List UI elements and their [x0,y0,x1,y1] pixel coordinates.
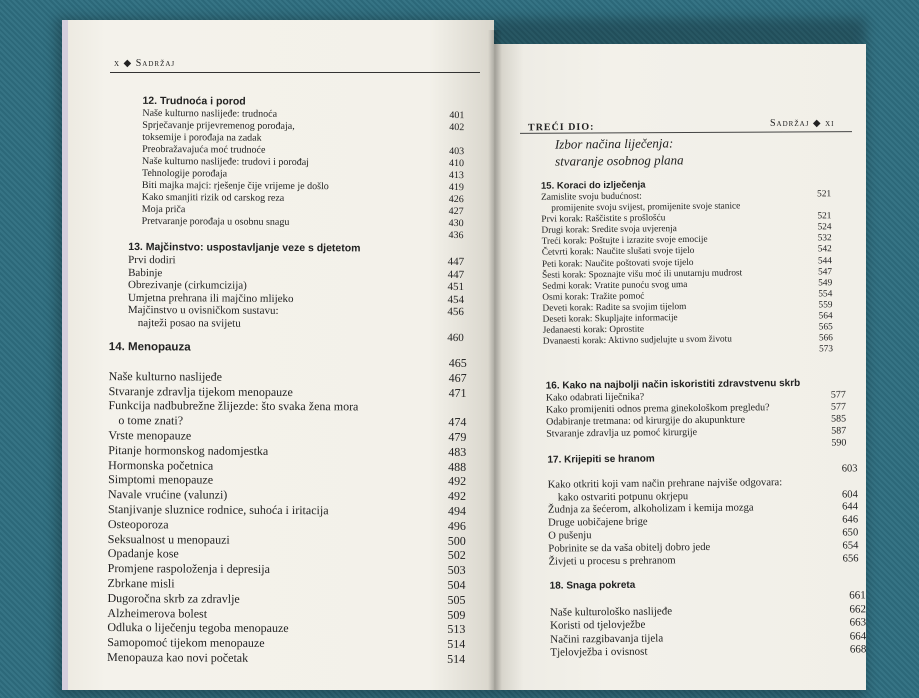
toc-entry-title: Majčinstvo u ovisničkom sustavu: [128,304,279,318]
toc-entry-title: Stvaranje zdravlja tijekom menopauze [109,384,293,400]
toc-entry-title: Vrste menopauze [108,428,191,443]
toc-entry-page-number: 447 [444,268,464,281]
toc-entry-page-number: 554 [812,289,832,300]
toc-entry-title: O pušenju [548,530,591,543]
toc-entry-page-number: 604 [838,489,858,502]
toc-entry-title: Odluka o liječenju tegoba menopauze [107,620,288,636]
toc-entry-page-number: 403 [444,146,464,158]
toc-entry-title: Osmi korak: Tražite pomoć [542,291,644,303]
toc-entry-title: Treći korak: Poštujte i izrazite svoje emocije [542,235,708,248]
toc-entry-title: Pobrinite se da vaša obitelj dobro jede [548,542,710,556]
section-title: 12. Trudnoća i porod [142,95,464,110]
toc-entry-page-number: 565 [813,322,833,333]
toc-entry-title: Kako promijeniti odnos prema ginekološkom pregledu? [546,402,770,416]
toc-entry-page-number: 494 [446,504,466,519]
part-subtitle-line-1: Izbor načina liječenja: [555,134,684,152]
section-title: 16. Kako na najbolji način iskoristiti zdravstvenu skrb [546,376,846,392]
toc-entry-title: Koristi od tjelovježbe [550,619,645,634]
toc-section-12 [141,95,464,242]
left-header-rule [110,72,480,73]
toc-entry-title: Hormonska početnica [108,458,213,473]
toc-entry-title: Jedanaesti korak: Oprostite [543,325,644,337]
toc-section-17 [547,450,858,569]
toc-entry-page-number: 549 [812,278,832,289]
toc-entry-title: Obrezivanje (cirkumcizija) [128,279,247,292]
section-title: 13. Majčinstvo: uspostavljanje veze s djetetom [128,241,464,256]
toc-entry-title: toksemije i porođaja na zadak [142,132,261,145]
toc-entry-page-number: 426 [444,194,464,206]
toc-entry-page-number: 566 [813,333,833,344]
toc-entry-title: promijenite svoju svijest, promijenite svoje stanice [551,201,740,214]
toc-entry-page-number: 402 [444,122,464,134]
toc-entry-title: Zbrkane misli [108,576,175,591]
toc-entry-title: Seksualnost u menopauzi [108,532,230,547]
toc-entry-title: Naše kulturno naslijeđe [109,369,222,384]
toc-entry-title: Zamislite svoju budućnost: [541,192,642,204]
section-title: 14. Menopauza [109,341,467,356]
toc-entry-page-number: 664 [846,630,866,644]
toc-entry-title: Osteoporoza [108,517,169,532]
book-spine [488,30,502,690]
toc-entry-page-number: 447 [444,256,464,269]
toc-entry-page-number: 504 [446,578,466,593]
toc-entry-title: Naše kulturno naslijeđe: trudovi i porođaj [142,156,309,169]
toc-entry-title: Peti korak: Naučite poštovati svoje tijelo [542,257,694,270]
toc-entry-page-number: 661 [846,589,866,603]
toc-entry-title: Prvi korak: Raščistite s prošlošću [541,213,665,226]
toc-entry-page-number: 456 [444,306,464,319]
toc-entry-page-number: 503 [446,563,466,578]
toc-entry-title: Menopauza kao novi početak [107,650,248,666]
toc-entry-title: Biti majka majci: rješenje čije vrijeme je došlo [142,180,329,193]
toc-entry-title: Živjeti u procesu s prehranom [548,555,675,569]
toc-entry-page-number: 650 [838,527,858,540]
toc-entry-page-number: 559 [812,300,832,311]
toc-entry-page-number: 451 [444,281,464,294]
toc-entry-title: Samopomoć tijekom menopauze [107,635,264,651]
toc-entry-title: Naše kulturološko naslijeđe [550,605,672,620]
toc-entry-page-number: 577 [826,389,846,401]
toc-entry-page-number: 521 [811,189,831,200]
section-title: 15. Koraci do izlječenja [541,176,831,193]
toc-section-13 [128,241,465,344]
toc-entry-page-number: 500 [446,533,466,548]
toc-entry-title: Pretvaranje porođaja u osobnu snagu [142,216,290,229]
toc-entry-page-number: 509 [445,607,465,622]
toc-entry [107,650,465,667]
toc-entry-page-number: 587 [826,425,846,437]
toc-entry [142,192,464,206]
toc-entry-page-number: 668 [846,644,866,658]
section-title: 17. Krijepiti se hranom [547,450,857,466]
toc-entry-title: Babinje [128,267,162,280]
toc-entry-page-number: 488 [446,459,466,474]
toc-entry-title: Promjene raspoloženja i depresija [108,561,270,577]
toc-section-18 [550,576,867,660]
toc-entry-title: Dvanaesti korak: Aktivno sudjelujte u svom životu [543,335,732,348]
toc-entry-page-number: 644 [838,502,858,515]
toc-entry-page-number: 514 [445,652,465,667]
toc-entry-title: Simptomi menopauze [108,472,213,487]
toc-entry-title: Alzheimerova bolest [107,606,207,621]
toc-entry-page-number: 483 [446,445,466,460]
toc-entry-title: Žudnja za šećerom, alkoholizam i kemija mozga [548,503,754,518]
toc-entry-page-number: 521 [811,211,831,222]
toc-entry-page-number: 474 [446,415,466,430]
toc-entry-title: Tehnologije porođaja [142,168,227,181]
toc-entry-title: Navale vrućine (valunzi) [108,487,227,502]
toc-entry-page-number: 663 [846,617,866,631]
left-page-edge [62,20,68,690]
toc-entry-page-number: 514 [445,637,465,652]
toc-entry-title: Načini razgibavanja tijela [550,632,663,647]
toc-entry-title: Deveti korak: Radite sa svojim tijelom [542,302,686,315]
toc-entry-page-number: 502 [446,548,466,563]
part-subtitle [555,134,684,169]
right-running-header: Sadržaj ◆ xi [770,118,834,129]
part-subtitle-line-2: stvaranje osobnog plana [555,151,684,169]
toc-entry-page-number: 544 [812,256,832,267]
toc-entry-page-number: 505 [445,593,465,608]
toc-entry-title: Deseti korak: Skupljajte informacije [543,313,678,326]
toc-entry-title: Dugoročna skrb za zdravlje [107,591,239,606]
toc-entry-page-number: 603 [838,463,858,476]
toc-entry-title: Kako odabrati liječnika? [546,392,644,405]
toc-entry-title: o tome znati? [118,413,183,428]
toc-entry-page-number: 577 [826,401,846,413]
toc-entry-title: Prvi dodiri [128,254,175,267]
toc-entry-page-number: 413 [444,170,464,182]
toc-entry-title: Kako smanjiti rizik od carskog reza [142,192,285,205]
toc-entry-page-number: 542 [812,245,832,256]
toc-entry-title: Drugi korak: Sredite svoja uvjerenja [541,224,676,237]
toc-entry-title: Tjelovježba i ovisnost [550,646,647,661]
toc-entry-title: Umjetna prehrana ili majčino mlijeko [128,292,294,306]
toc-entry-page-number: 532 [812,234,832,245]
toc-entry-page-number: 492 [446,489,466,504]
toc-entry [142,216,464,230]
toc-entry-page-number: 430 [444,218,464,230]
toc-entry-page-number: 646 [838,515,858,528]
toc-entry-title: Sprječavanje prijevremenog porođaja, [142,120,295,133]
toc-entry [141,228,463,242]
section-title: 18. Snaga pokreta [550,576,866,592]
toc-section-15 [541,176,833,359]
toc-entry-page-number: 427 [444,206,464,218]
toc-entry-title: Stanjivanje sluznice rodnice, suhoća i iritacija [108,502,329,518]
toc-entry-page-number: 410 [444,158,464,170]
toc-entry-title: Opadanje kose [108,546,179,561]
toc-entry-page-number: 496 [446,519,466,534]
toc-entry-page-number: 471 [447,385,467,400]
toc-entry-title: Odabiranje tretmana: od kirurgije do akupunkture [546,414,745,428]
toc-entry-title: kako ostvariti potpunu okrjepu [558,491,688,505]
part-label: TREĆI DIO: [528,122,595,134]
toc-entry-page-number: 467 [447,371,467,386]
toc-entry-page-number: 436 [443,230,463,242]
toc-entry-page-number: 662 [846,603,866,617]
toc-entry-page-number: 590 [826,437,846,449]
toc-section-14 [107,341,467,667]
toc-entry-page-number: 524 [811,223,831,234]
toc-entry-page-number: 564 [813,311,833,322]
toc-entry-title: najteži posao na svijetu [138,317,241,330]
toc-entry-title: Pitanje hormonskog nadomjestka [108,443,268,459]
toc-entry-page-number: 547 [812,267,832,278]
toc-entry-page-number: 419 [444,182,464,194]
toc-entry-title: Četvrti korak: Naučite slušati svoje tijelo [542,246,695,259]
toc-entry-title: Druge uobičajene brige [548,517,648,531]
toc-entry-page-number: 460 [444,331,464,344]
toc-entry-title: Moja priča [142,204,186,216]
toc-entry-page-number: 654 [838,540,858,553]
toc-entry-page-number: 479 [446,430,466,445]
toc-entry-title: Sedmi korak: Vratite punoću svog uma [542,280,687,293]
toc-entry [128,317,464,332]
left-running-header: x ◆ Sadržaj [114,58,175,69]
toc-entry-page-number: 492 [446,474,466,489]
toc-entry-page-number: 465 [447,356,467,371]
toc-entry-page-number: 401 [444,110,464,122]
toc-entry-page-number: 573 [813,345,833,356]
toc-entry-title: Šesti korak: Spoznajte višu moć ili unutarnju mudrost [542,268,742,282]
toc-section-16 [546,376,847,452]
toc-entry-page-number: 656 [838,553,858,566]
toc-entry-title: Naše kulturno naslijeđe: trudnoća [142,108,277,121]
toc-entry-page-number: 454 [444,294,464,307]
toc-entry-title: Stvaranje zdravlja uz pomoć kirurgije [546,427,697,441]
toc-entry-title: Preobražavajuća moć trudnoće [142,144,265,157]
toc-entry-page-number: 585 [826,413,846,425]
toc-entry-page-number: 513 [445,622,465,637]
toc-entry-title: Kako otkriti koji vam način prehrane najviše odgovara: [548,477,783,492]
toc-entry-title: Funkcija nadbubrežne žlijezde: što svaka žena mora [108,398,358,414]
